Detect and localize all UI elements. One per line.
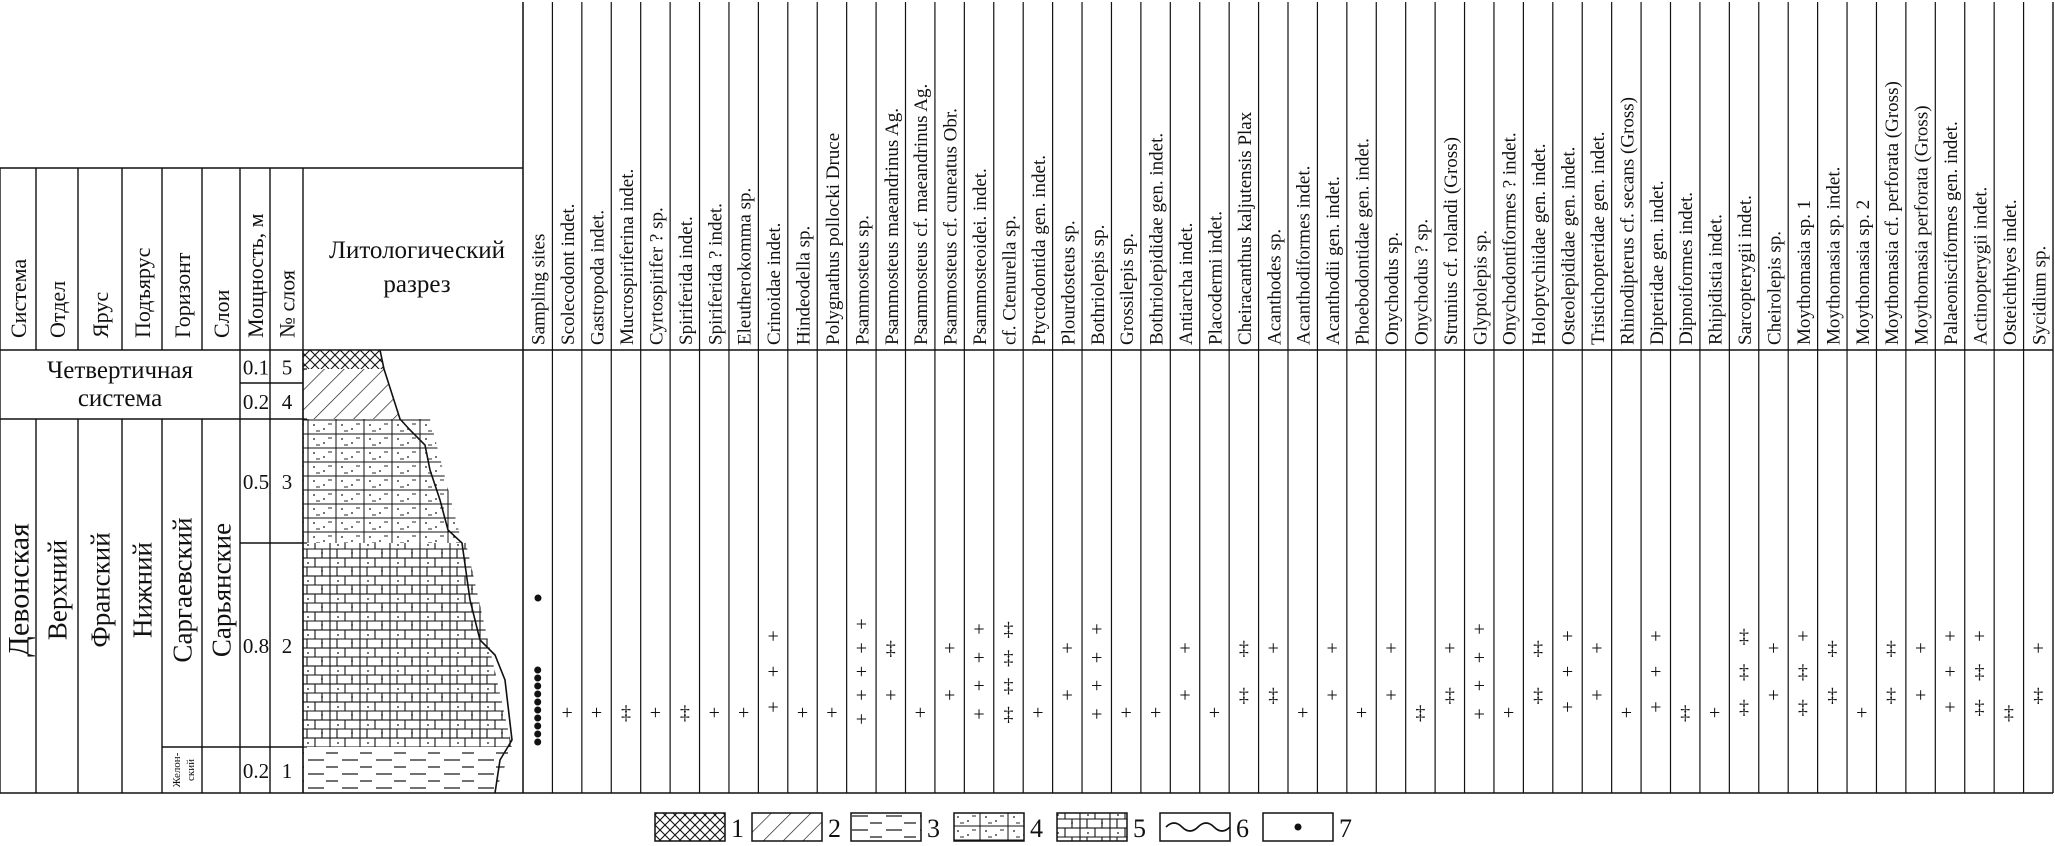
taxon-label: Polygnathus pollocki Druce [822, 132, 844, 345]
occurrence-mark: + [590, 702, 603, 724]
occurrence-mark: ‡ [1680, 702, 1691, 724]
occurrence-mark: ‡ [1974, 696, 1985, 719]
occurrence-mark: ‡ [1238, 637, 1249, 660]
lithology-column [303, 350, 542, 793]
occurrence-mark: + [855, 637, 868, 660]
sampling-dot [534, 731, 541, 738]
occurrence-mark: ‡ [1533, 684, 1544, 707]
occurrence-mark: + [1973, 625, 1986, 648]
occurrence-mark: ‡ [1003, 646, 1014, 669]
taxon-label: Osteolepididae gen. indet. [1558, 146, 1580, 345]
sampling-dot [534, 739, 541, 746]
taxon-label: Antiarcha indet. [1176, 222, 1198, 345]
taxon-label: Osteichthyes indet. [1999, 199, 2021, 345]
occurrence-mark: ‡ [1003, 675, 1014, 698]
occurrence-mark: + [1385, 684, 1397, 707]
layer-thickness: 0.1 [242, 355, 270, 380]
sampling-dot [534, 675, 541, 682]
taxon-label: Glyptolepis sp. [1470, 229, 1492, 345]
occurrence-mark: ‡ [620, 702, 631, 724]
occurrence-mark: ‡ [1533, 637, 1544, 660]
taxon-label: Cyrtospirifer ? sp. [646, 207, 668, 345]
stratigraphy-label: Верхний [42, 539, 73, 641]
occurrence-mark: + [1473, 703, 1485, 726]
occurrence-mark: ‡ [1827, 637, 1838, 660]
column-header: № слоя [274, 270, 300, 338]
stratigraphy-label: Девонская [2, 523, 36, 657]
taxon-label: Bothriolepis sp. [1087, 224, 1109, 345]
taxon-label: Acanthodes sp. [1264, 228, 1286, 345]
occurrence-mark: + [1091, 675, 1103, 698]
occurrence-mark: + [1767, 637, 1780, 660]
occurrence-mark: + [1591, 684, 1603, 707]
occurrence-mark: ‡ [1886, 684, 1897, 707]
occurrence-mark: + [1561, 661, 1574, 683]
occurrence-mark: + [1561, 696, 1574, 719]
occurrence-mark: ‡ [1739, 625, 1750, 648]
legend-label: 6 [1236, 814, 1249, 843]
taxon-label: Grossilepis sp. [1117, 233, 1139, 345]
occurrence-mark: + [767, 625, 779, 648]
occurrence-mark: + [1591, 637, 1603, 660]
occurrence-mark: ‡ [1739, 696, 1750, 719]
taxon-label: Hindeodella sp. [793, 225, 815, 345]
sampling-dot [535, 595, 542, 602]
occurrence-mark: + [1267, 637, 1279, 660]
occurrence-mark: + [1944, 661, 1956, 683]
occurrence-mark: + [1385, 637, 1397, 660]
column-header: Система [6, 258, 31, 338]
occurrence-mark: + [943, 637, 956, 660]
legend-swatch [1057, 813, 1127, 841]
column-header: Слои [209, 289, 234, 338]
taxon-label: Actinopterygii indet. [1970, 186, 1992, 345]
taxon-label: Psammosteoidei. indet. [970, 168, 992, 345]
occurrence-mark: + [973, 646, 985, 669]
occurrence-mark: + [708, 702, 720, 724]
taxon-label: Phoebodontidae gen. indet. [1352, 138, 1374, 345]
legend-label: 2 [828, 814, 841, 843]
occurrence-mark: ‡ [1415, 702, 1426, 724]
occurrence-mark: + [1914, 637, 1927, 660]
occurrence-mark: ‡ [1003, 703, 1014, 726]
column-header: Горизонт [170, 252, 195, 338]
occurrence-mark: + [973, 675, 985, 698]
lithology-layer [303, 369, 400, 419]
occurrence-mark: + [1061, 684, 1073, 707]
taxon-label: Acanthodii gen. indet. [1323, 176, 1345, 345]
occurrence-mark: + [1149, 702, 1162, 724]
occurrence-mark: ‡ [1268, 684, 1279, 707]
occurrence-mark: + [855, 708, 868, 731]
lithology-layer [303, 419, 462, 543]
occurrence-mark: + [826, 702, 838, 724]
occurrence-mark: ‡ [885, 637, 896, 660]
layer-number: 4 [281, 390, 293, 414]
layer-number: 1 [281, 759, 293, 783]
occurrence-mark: ‡ [1003, 618, 1014, 641]
taxon-label: Moythomasia sp. 1 [1793, 199, 1815, 345]
taxon-label: Acanthodiformes indet. [1293, 165, 1315, 345]
taxon-label: Bothriolepididae gen. indet. [1146, 132, 1168, 345]
legend-label: 5 [1133, 814, 1146, 843]
taxon-label: Moythomasia sp. 2 [1852, 199, 1874, 345]
occurrence-mark: + [1503, 702, 1515, 724]
occurrence-mark: + [973, 703, 985, 726]
occurrence-mark: + [1797, 625, 1809, 648]
occurrence-mark: + [973, 618, 985, 641]
occurrence-mark: + [1179, 637, 1191, 660]
column-header: Мощность, м [243, 213, 268, 338]
occurrence-mark: + [1355, 702, 1368, 724]
column-header: Ярус [88, 291, 113, 338]
occurrence-mark: + [1767, 684, 1780, 707]
occurrence-mark: ‡ [1886, 637, 1897, 660]
occurrence-mark: ‡ [2003, 702, 2014, 724]
taxon-label: Dipteridae gen. indet. [1646, 180, 1668, 345]
taxon-label: Eleutherokomma sp. [734, 187, 756, 345]
taxon-label: Sampling sites [528, 233, 550, 345]
occurrence-mark: ‡ [1797, 661, 1808, 683]
occurrence-mark: + [738, 702, 750, 724]
layer-thickness: 0.8 [242, 634, 270, 658]
layer-number: 3 [281, 470, 293, 494]
occurrence-mark: + [1473, 646, 1485, 669]
taxon-label: Onychodus sp. [1381, 232, 1403, 345]
occurrence-mark: + [1473, 618, 1485, 641]
occurrence-mark: + [1650, 661, 1662, 683]
taxon-label: Spiriferida indet. [675, 216, 697, 345]
column-header: Подъярус [130, 247, 155, 338]
stratigraphy-label: Франский [85, 532, 116, 648]
occurrence-mark: + [1914, 684, 1927, 707]
legend-label: 7 [1339, 814, 1352, 843]
taxon-label: Onychodontiformes ? indet. [1499, 132, 1521, 345]
occurrence-mark: + [1179, 684, 1191, 707]
occurrence-mark: + [914, 702, 926, 724]
legend-swatch [851, 813, 921, 841]
occurrence-mark: + [561, 702, 573, 724]
occurrence-mark: + [1326, 637, 1338, 660]
lithology-layer [303, 747, 512, 793]
occurrence-mark: + [855, 613, 868, 636]
stratigraphy-label: Желон- [171, 752, 183, 788]
occurrence-mark: + [885, 684, 897, 707]
occurrence-mark: + [767, 696, 779, 719]
sampling-dot [534, 707, 541, 714]
taxa-header [529, 81, 2051, 345]
occurrence-mark: + [1650, 625, 1662, 648]
occurrence-mark: + [855, 661, 868, 683]
layer-thickness: 0.5 [242, 470, 270, 494]
occurrence-mark: + [1473, 675, 1485, 698]
occurrence-mark: + [1708, 702, 1721, 724]
occurrence-mark: + [1091, 618, 1103, 641]
sampling-dot [534, 723, 541, 730]
taxon-label: Gastropoda indet. [587, 209, 609, 345]
taxon-label: Plourdosteus sp. [1058, 220, 1080, 345]
occurrence-mark: + [1061, 637, 1073, 660]
legend-swatch [752, 813, 822, 841]
legend-dot [1295, 824, 1302, 831]
legend-swatch [1160, 813, 1230, 841]
taxon-label: Holoptychiidae gen. indet. [1529, 143, 1551, 345]
taxon-label: Sarcopterygii indet. [1735, 195, 1757, 345]
occurrence-mark: + [1856, 702, 1868, 724]
legend-swatch [655, 813, 725, 841]
occurrence-mark: + [767, 661, 779, 683]
taxon-label: Tristichopteridae gen. indet. [1587, 131, 1609, 345]
legend [655, 813, 1352, 843]
sampling-dot [534, 667, 541, 674]
stratigraphy-label: Нижний [127, 542, 158, 638]
occurrence-mark: ‡ [2033, 684, 2044, 707]
layer-number: 2 [281, 634, 293, 658]
occurrence-mark: + [1620, 702, 1633, 724]
sampling-dot [534, 683, 541, 690]
occurrence-mark: + [1944, 696, 1956, 719]
occurrence-mark: + [1444, 637, 1456, 660]
layer-number: 5 [281, 355, 293, 380]
taxon-label: Spiriferida ? indet. [705, 203, 727, 345]
occurrence-mark: + [1120, 702, 1132, 724]
legend-swatch [954, 813, 1024, 841]
taxon-label: Palaeonisciformes gen. indet. [1941, 121, 1963, 345]
lithology-layer [303, 543, 512, 747]
occurrence-mark: ‡ [1974, 661, 1985, 683]
occurrence-mark: + [649, 702, 662, 724]
taxon-label: Moythomasia cf. perforata (Gross) [1882, 81, 1904, 345]
stratigraphy-label: Саргаевский [167, 517, 198, 663]
occurrence-mark: + [1032, 702, 1044, 724]
occurrence-mark: + [1944, 625, 1956, 648]
column-header: Отдел [45, 280, 70, 338]
sampling-dot [534, 699, 541, 706]
taxon-label: cf. Ctenurella sp. [999, 215, 1021, 345]
quaternary-label: Четвертичная [46, 357, 194, 384]
occurrence-mark: ‡ [679, 702, 690, 724]
occurrence-mark: + [1208, 702, 1221, 724]
occurrence-mark: + [1650, 696, 1662, 719]
occurrence-mark: + [1091, 646, 1103, 669]
taxon-label: Psammosteus cf. maeandrinus Ag. [911, 83, 933, 345]
taxon-label: Crinoidae indet. [764, 222, 786, 345]
lithology-header: разрез [383, 271, 451, 298]
taxon-label: Psammosteus sp. [852, 215, 874, 345]
sampling-dot [534, 691, 541, 698]
occurrence-mark: + [1561, 625, 1574, 648]
taxon-label: Cheiracanthus kaljutensis Plax [1234, 111, 1256, 345]
occurrence-mark: ‡ [1444, 684, 1455, 707]
taxon-label: Psammosteus cf. cuneatus Obr. [940, 108, 962, 345]
occurrence-mark: + [855, 684, 868, 707]
occurrence-mark: ‡ [1739, 661, 1750, 683]
occurrence-mark: + [943, 684, 956, 707]
sampling-dot [534, 715, 541, 722]
occurrence-mark: + [1326, 684, 1338, 707]
legend-label: 3 [927, 814, 940, 843]
stratigraphy-label: Сарьянские [206, 522, 237, 658]
taxon-label: Sycidium sp. [2029, 245, 2051, 345]
lithology-header: Литологический [328, 237, 506, 264]
occurrence-mark: + [796, 702, 809, 724]
occurrence-mark: ‡ [1827, 684, 1838, 707]
taxon-label: Moythomasia sp. indet. [1823, 166, 1845, 345]
occurrence-mark: + [1297, 702, 1309, 724]
occurrence-mark: + [1091, 703, 1103, 726]
taxon-label: Rhipidistia indet. [1705, 214, 1727, 345]
taxon-label: Onychodus ? sp. [1411, 218, 1433, 345]
taxon-label: Cheirolepis sp. [1764, 231, 1786, 345]
taxon-label: Mucrospiriferina indet. [616, 168, 638, 345]
taxon-label: Scolecodont indet. [558, 203, 580, 345]
taxon-label: Strunius cf. rolandi (Gross) [1440, 137, 1462, 345]
occurrence-mark: + [2032, 637, 2044, 660]
taxon-label: Rhinodipterus cf. secans (Gross) [1617, 96, 1639, 345]
stratigraphy-label: ский [185, 759, 197, 781]
quaternary-label: система [77, 385, 163, 412]
layer-thickness: 0.2 [242, 759, 270, 783]
taxon-label: Moythomasia perforata (Gross) [1911, 105, 1933, 345]
occurrence-mark: ‡ [1797, 696, 1808, 719]
taxon-label: Dipnoiformes indet. [1676, 191, 1698, 345]
layer-thickness: 0.2 [242, 390, 270, 414]
taxon-label: Placodermi indet. [1205, 210, 1227, 345]
legend-label: 4 [1030, 814, 1043, 843]
taxon-label: Ptyctodontida gen. indet. [1028, 155, 1050, 345]
taxon-label: Psammosteus maeandrinus Ag. [881, 108, 903, 345]
occurrence-mark: ‡ [1238, 684, 1249, 707]
legend-label: 1 [731, 814, 744, 843]
lithology-layer [303, 350, 384, 369]
